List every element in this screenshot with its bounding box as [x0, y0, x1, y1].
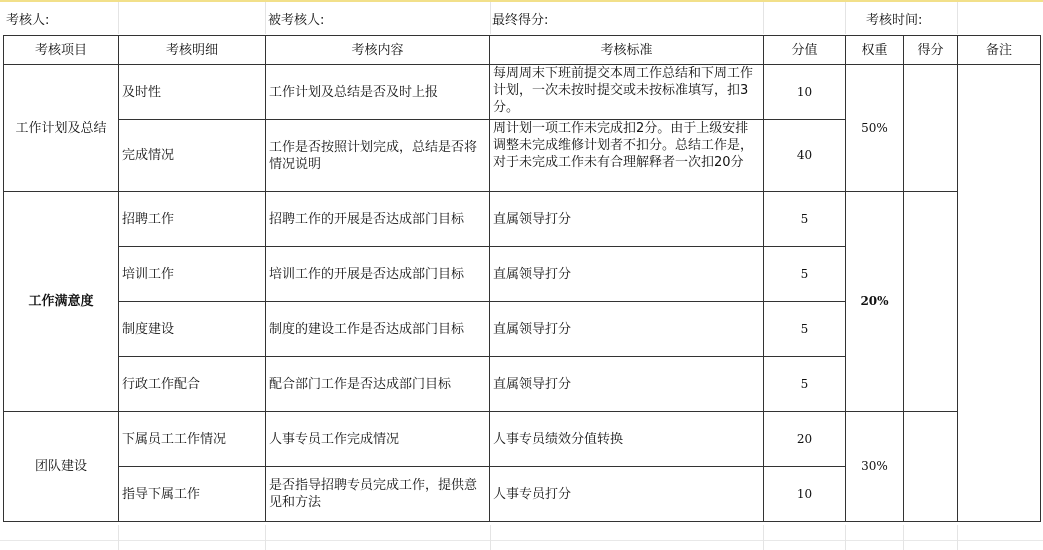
standard-cell — [490, 65, 764, 120]
table-row — [4, 65, 1041, 120]
content-cell: 招聘工作的开展是否达成部门目标 — [266, 192, 490, 247]
col-header-score: 分值 — [764, 36, 846, 65]
content-cell: 培训工作的开展是否达成部门目标 — [266, 247, 490, 302]
content-cell: 制度的建设工作是否达成部门目标 — [266, 302, 490, 357]
points-cell[interactable] — [904, 192, 958, 412]
standard-text: 周计划一项工作未完成扣2分。由于上级安排调整未完成维修计划者不扣分。总结工作是，对于未完成工作未有合理解释者一次扣20分 — [493, 121, 754, 170]
standard-cell: 直属领导打分 — [490, 192, 764, 247]
detail-cell: 招聘工作 — [119, 192, 266, 247]
assessee-label: 被考核人: — [268, 13, 325, 28]
standard-cell: 直属领导打分 — [490, 357, 764, 412]
points-cell[interactable] — [904, 65, 958, 192]
content-cell: 工作是否按照计划完成，总结是否将情况说明 — [266, 120, 490, 192]
grid-line — [903, 525, 904, 550]
category-cell: 工作计划及总结 — [4, 65, 119, 192]
sheet-top-border — [0, 0, 1043, 2]
standard-cell: 直属领导打分 — [490, 302, 764, 357]
grid-line — [763, 2, 764, 34]
score-cell: 10 — [764, 467, 846, 522]
assessor-label: 考核人: — [6, 13, 50, 28]
remarks-cell[interactable] — [958, 65, 1041, 522]
category-cell: 团队建设 — [4, 412, 119, 522]
grid-line — [490, 2, 491, 34]
col-header-content: 考核内容 — [266, 36, 490, 65]
content-cell: 人事专员工作完成情况 — [266, 412, 490, 467]
assessment-table — [3, 35, 1041, 522]
grid-line — [845, 2, 846, 34]
content-cell: 配合部门工作是否达成部门目标 — [266, 357, 490, 412]
grid-line — [0, 540, 1043, 541]
weight-cell: 30% — [846, 412, 904, 522]
score-cell: 20 — [764, 412, 846, 467]
standard-cell: 人事专员绩效分值转换 — [490, 412, 764, 467]
standard-cell: 人事专员打分 — [490, 467, 764, 522]
score-cell: 5 — [764, 247, 846, 302]
detail-cell: 指导下属工作 — [119, 467, 266, 522]
col-header-category: 考核项目 — [4, 36, 119, 65]
col-header-weight: 权重 — [846, 36, 904, 65]
column-header-row — [4, 36, 1041, 65]
score-cell: 5 — [764, 192, 846, 247]
score-cell: 10 — [764, 65, 846, 120]
content-cell: 是否指导招聘专员完成工作，提供意见和方法 — [266, 467, 490, 522]
detail-cell: 下属员工工作情况 — [119, 412, 266, 467]
grid-line — [490, 525, 491, 550]
table-row — [4, 412, 1041, 467]
col-header-points: 得分 — [904, 36, 958, 65]
detail-cell: 完成情况 — [119, 120, 266, 192]
grid-line — [118, 525, 119, 550]
standard-cell: 直属领导打分 — [490, 247, 764, 302]
score-cell: 40 — [764, 120, 846, 192]
weight-cell: 20% — [846, 192, 904, 412]
grid-line — [845, 525, 846, 550]
detail-cell: 及时性 — [119, 65, 266, 120]
grid-line — [957, 525, 958, 550]
detail-cell: 行政工作配合 — [119, 357, 266, 412]
table-row — [4, 192, 1041, 247]
detail-cell: 培训工作 — [119, 247, 266, 302]
standard-cell — [490, 120, 764, 192]
grid-line — [118, 2, 119, 34]
detail-cell: 制度建设 — [119, 302, 266, 357]
score-cell: 5 — [764, 357, 846, 412]
grid-line — [957, 2, 958, 34]
col-header-remarks: 备注 — [958, 36, 1041, 65]
score-cell: 5 — [764, 302, 846, 357]
category-cell: 工作满意度 — [4, 192, 119, 412]
grid-line — [265, 525, 266, 550]
grid-line — [763, 525, 764, 550]
assess-time-label: 考核时间: — [866, 13, 923, 28]
points-cell[interactable] — [904, 412, 958, 522]
weight-cell: 50% — [846, 65, 904, 192]
col-header-detail: 考核明细 — [119, 36, 266, 65]
standard-text: 每周周末下班前提交本周工作总结和下周工作计划，一次未按时提交或未按标准填写，扣3分。 — [493, 66, 754, 115]
content-cell: 工作计划及总结是否及时上报 — [266, 65, 490, 120]
grid-line — [265, 2, 266, 34]
final-score-label: 最终得分: — [492, 13, 549, 28]
col-header-standard: 考核标准 — [490, 36, 764, 65]
